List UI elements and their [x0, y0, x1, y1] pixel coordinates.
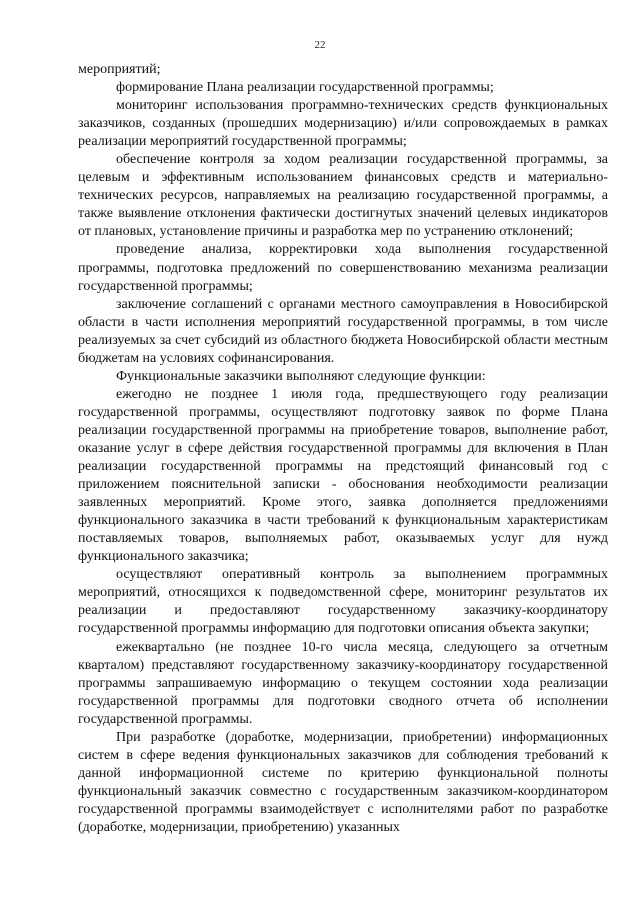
paragraph: мониторинг использования программно-технических средств функциональных заказчиков, созданных (прошедших модернизацию) и/или сопровождаемых в рамках реализации мероприятий государственной программы;	[78, 98, 608, 150]
paragraph: мероприятий;	[78, 62, 161, 77]
paragraph: осуществляют оперативный контроль за выполнением программных мероприятий, относящихся к подведомственной сфере, мониторинг результатов их реализации и предоставляют государственному заказчику-координатору государственной программы информацию для подготовки описания объекта закупки;	[78, 567, 608, 637]
paragraph: Функциональные заказчики выполняют следующие функции:	[116, 368, 486, 384]
paragraph: ежеквартально (не позднее 10-го числа месяца, следующего за отчетным кварталом) представляют государственному заказчику-координатору государственной программы запрашиваемую информацию о текущем состоянии хода реализации государственной программы для подготовки сводного отчета об исполнении государственной программы.	[78, 639, 608, 727]
paragraph: заключение соглашений с органами местного самоуправления в Новосибирской области в части исполнения мероприятий государственной программы, в том числе реализуемых за счет субсидий из областного бюджета Новосибирской области местным бюджетам на условиях софинансирования.	[78, 296, 608, 366]
paragraph: проведение анализа, корректировки хода выполнения государственной программы, подготовка предложений по совершенствованию механизма реализации государственной программы;	[78, 242, 608, 294]
paragraph: формирование Плана реализации государственной программы;	[116, 80, 494, 96]
page-number: 22	[314, 39, 326, 51]
document-body	[78, 61, 608, 837]
paragraph: ежегодно не позднее 1 июля года, предшествующего году реализации государственной программы, осуществляют подготовку заявок по форме Плана реализации государственной программы на приобретение товаров, выполнение работ, оказание услуг в сфере действия государственной программы для включения в План реализации государственной программы на предстоящий финансовый год с приложением пояснительной записки - обоснования необходимости реализации заявленных мероприятий. Кроме этого, заявка дополняется предложениями функционального заказчика в части требований к функциональным характеристикам поставляемых товаров, выполняемых работ, оказываемых услуг для нужд функционального заказчика;	[78, 386, 608, 565]
paragraph: При разработке (доработке, модернизации, приобретении) информационных систем в сфере ведения функциональных заказчиков для соблюдения требований к данной информационной системе по критерию функциональной полноты функциональный заказчик совместно с государственным заказчиком-координатором государственной программы взаимодействует с исполнителями работ по разработке (доработке, модернизации, приобретению) указанных	[78, 729, 608, 835]
paragraph: обеспечение контроля за ходом реализации государственной программы, за целевым и эффективным использованием финансовых средств и материально-технических ресурсов, направляемых на реализацию государственной программы, а также выявление отклонения фактически достигнутых значений целевых индикаторов от плановых, установление причины и разработка мер по устранению отклонений;	[78, 152, 608, 240]
